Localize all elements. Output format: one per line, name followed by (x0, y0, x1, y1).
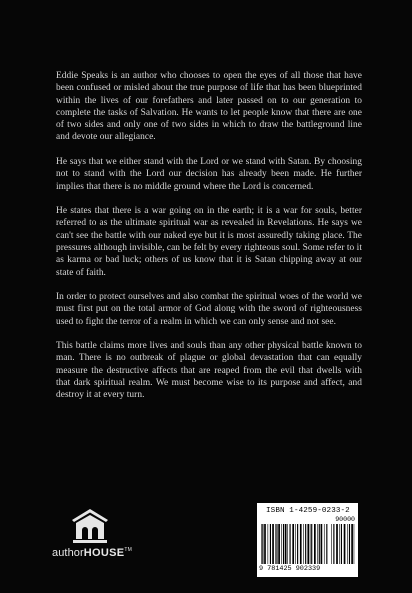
barcode-bar (281, 524, 282, 564)
barcode-bar (290, 524, 291, 564)
barcode-bar (295, 524, 296, 564)
barcode-bar (326, 524, 327, 564)
barcode-bar (333, 524, 334, 564)
barcode-bar (336, 524, 338, 564)
ean-number: 9 781425 902339 (259, 565, 321, 573)
isbn-label: ISBN 1-4259-0233-2 (266, 507, 350, 515)
barcode-bar (321, 524, 323, 564)
barcode-bar (292, 524, 294, 564)
barcode-bar (331, 524, 332, 564)
barcode-bar (287, 524, 288, 564)
barcode-bar (354, 524, 355, 564)
barcode-bar (317, 524, 318, 564)
barcode-bar (319, 524, 320, 564)
blurb-paragraph-2: He says that we either stand with the Lord or we stand with Satan. By choosing not to stand with the Lord our decision has already been made. He further implies that there is no middle ground where the Lord is concerned. (56, 156, 362, 192)
publisher-name: authorHOUSE™ (52, 547, 132, 559)
blurb-paragraph-5: This battle claims more lives and souls than any other physical battle known to man. There is no outbreak of plague or global devastation that can equally measure the destructive affects that are reaped from the evil that dwells with that dark spiritual realm. We must become wise to its purpose and affect, and destroy it at every turn. (56, 341, 362, 401)
blurb-paragraph-3: He states that there is a war going on in the earth; it is a war for souls, better referred to as the ultimate spiritual war as revealed in Revelations. He says we can't see the battle with our naked eye but it is most assuredly taking place. The pressures although invisible, can be felt by every righteous soul. Some refer to it as karma or bad luck; others of us know that it is Satan chipping away at our state of faith. (56, 206, 362, 278)
barcode-bars (261, 524, 329, 564)
barcode-bar (303, 524, 304, 564)
barcode-bar (341, 524, 342, 564)
barcode-bar (285, 524, 287, 564)
barcode-bar (307, 524, 309, 564)
barcode-bar (351, 524, 353, 564)
barcode-bar (272, 524, 274, 564)
isbn-barcode (257, 503, 358, 577)
barcode-bar (300, 524, 302, 564)
barcode-bar (314, 524, 316, 564)
house-arches-icon (71, 508, 109, 544)
barcode-bar (297, 524, 298, 564)
barcode-bar (349, 524, 350, 564)
barcode-bar (283, 524, 284, 564)
blurb-paragraph-1: Eddie Speaks is an author who chooses to open the eyes of all those that have been confused or misled about the true purpose of life that has been blueprinted within the lives of our forefathers and later passed on to our generation to complete the tasks of Salvation. He wants to let people know that there are one of two sides and only one of two sides in which to draw the battleground line and devote our allegiance. (56, 71, 362, 143)
barcode-bar (339, 524, 340, 564)
barcode-bar (278, 524, 280, 564)
barcode-bar (276, 524, 277, 564)
barcode-bar (305, 524, 306, 564)
barcode-bar (262, 524, 263, 564)
publisher-logo (52, 508, 130, 568)
barcode-bar (310, 524, 311, 564)
barcode-bar (324, 524, 325, 564)
barcode-supplement-bars (331, 524, 355, 564)
barcode-bar (311, 524, 312, 564)
barcode-bar (344, 524, 346, 564)
blurb-paragraph-4: In order to protect ourselves and also combat the spiritual woes of the world we must first put on the total armor of God along with the sword of righteousness used to fight the terror of a realm in which we can only sense and not see. (56, 292, 362, 327)
price-code: 90000 (335, 516, 355, 523)
barcode-bar (264, 524, 266, 564)
barcode-bar (261, 524, 262, 564)
barcode-bar (270, 524, 271, 564)
barcode-bar (275, 524, 276, 564)
barcode-bar (347, 524, 348, 564)
barcode-bar (268, 524, 269, 564)
blurb-text (56, 70, 362, 414)
